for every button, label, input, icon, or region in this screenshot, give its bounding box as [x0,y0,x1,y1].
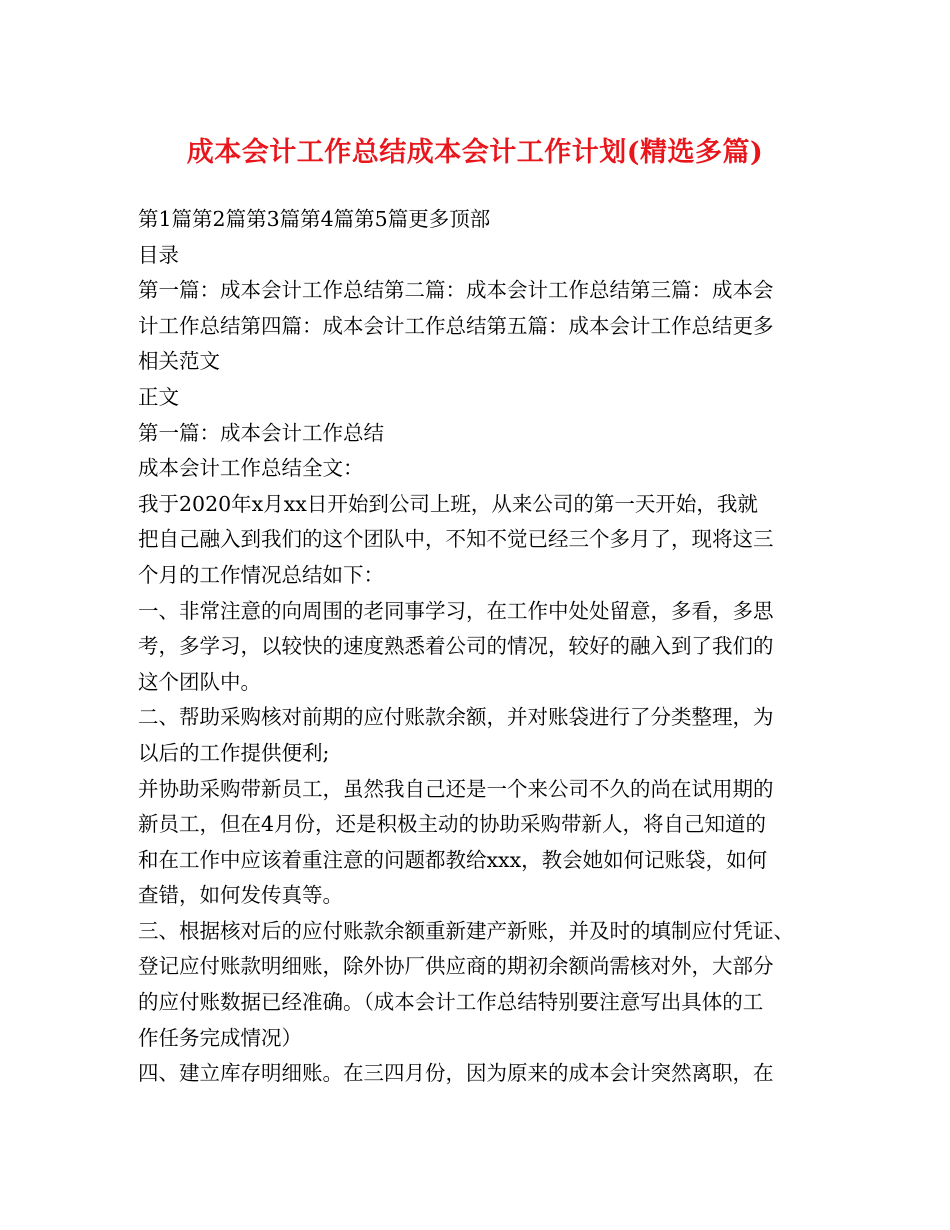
text-line: 新员工，但在4月份，还是积极主动的协助采购带新人，将自己知道的 [138,812,767,837]
text-line: 把自己融入到我们的这个团队中，不知不觉已经三个多月了，现将这三 [138,527,774,552]
text-line: 三、根据核对后的应付账款余额重新建产新账，并及时的填制应付凭证、 [138,918,794,943]
text-line: 四、建立库存明细账。在三四月份，因为原来的成本会计突然离职，在 [138,1061,774,1086]
text-line: 作任务完成情况） [138,1025,302,1050]
text-line: 成本会计工作总结全文： [138,456,364,481]
text-line: 查错，如何发传真等。 [138,883,343,908]
text-line: 二、帮助采购核对前期的应付账款余额，并对账袋进行了分类整理，为 [138,705,774,730]
text-line: 目录 [138,242,179,267]
text-line: 第一篇：成本会计工作总结 [138,420,384,445]
text-line: 一、非常注意的向周围的老同事学习，在工作中处处留意，多看，多思 [138,598,774,623]
text-line: 正文 [138,384,179,409]
text-line: 并协助采购带新员工，虽然我自己还是一个来公司不久的尚在试用期的 [138,776,774,801]
document-title: 成本会计工作总结成本会计工作计划(精选多篇) [186,137,764,168]
text-line: 第一篇：成本会计工作总结第二篇：成本会计工作总结第三篇：成本会 [138,278,774,303]
text-line: 这个团队中。 [138,669,261,694]
text-line: 第1篇第2篇第3篇第4篇第5篇更多顶部 [138,207,491,231]
text-line: 个月的工作情况总结如下： [138,562,384,587]
text-line: 和在工作中应该着重注意的问题都教给xxx，教会她如何记账袋，如何 [138,847,768,872]
text-line: 计工作总结第四篇：成本会计工作总结第五篇：成本会计工作总结更多 [138,313,774,338]
text-line: 考，多学习，以较快的速度熟悉着公司的情况，较好的融入到了我们的 [138,634,774,659]
text-line: 的应付账数据已经准确。（成本会计工作总结特别要注意写出具体的工 [138,990,764,1015]
text-line: 相关范文 [138,349,220,374]
text-line: 登记应付账款明细账，除外协厂供应商的期初余额尚需核对外，大部分 [138,954,774,979]
text-line: 我于2020年x月xx日开始到公司上班，从来公司的第一天开始，我就 [138,491,758,516]
text-line: 以后的工作提供便利; [138,740,330,765]
document-body [138,202,828,1092]
